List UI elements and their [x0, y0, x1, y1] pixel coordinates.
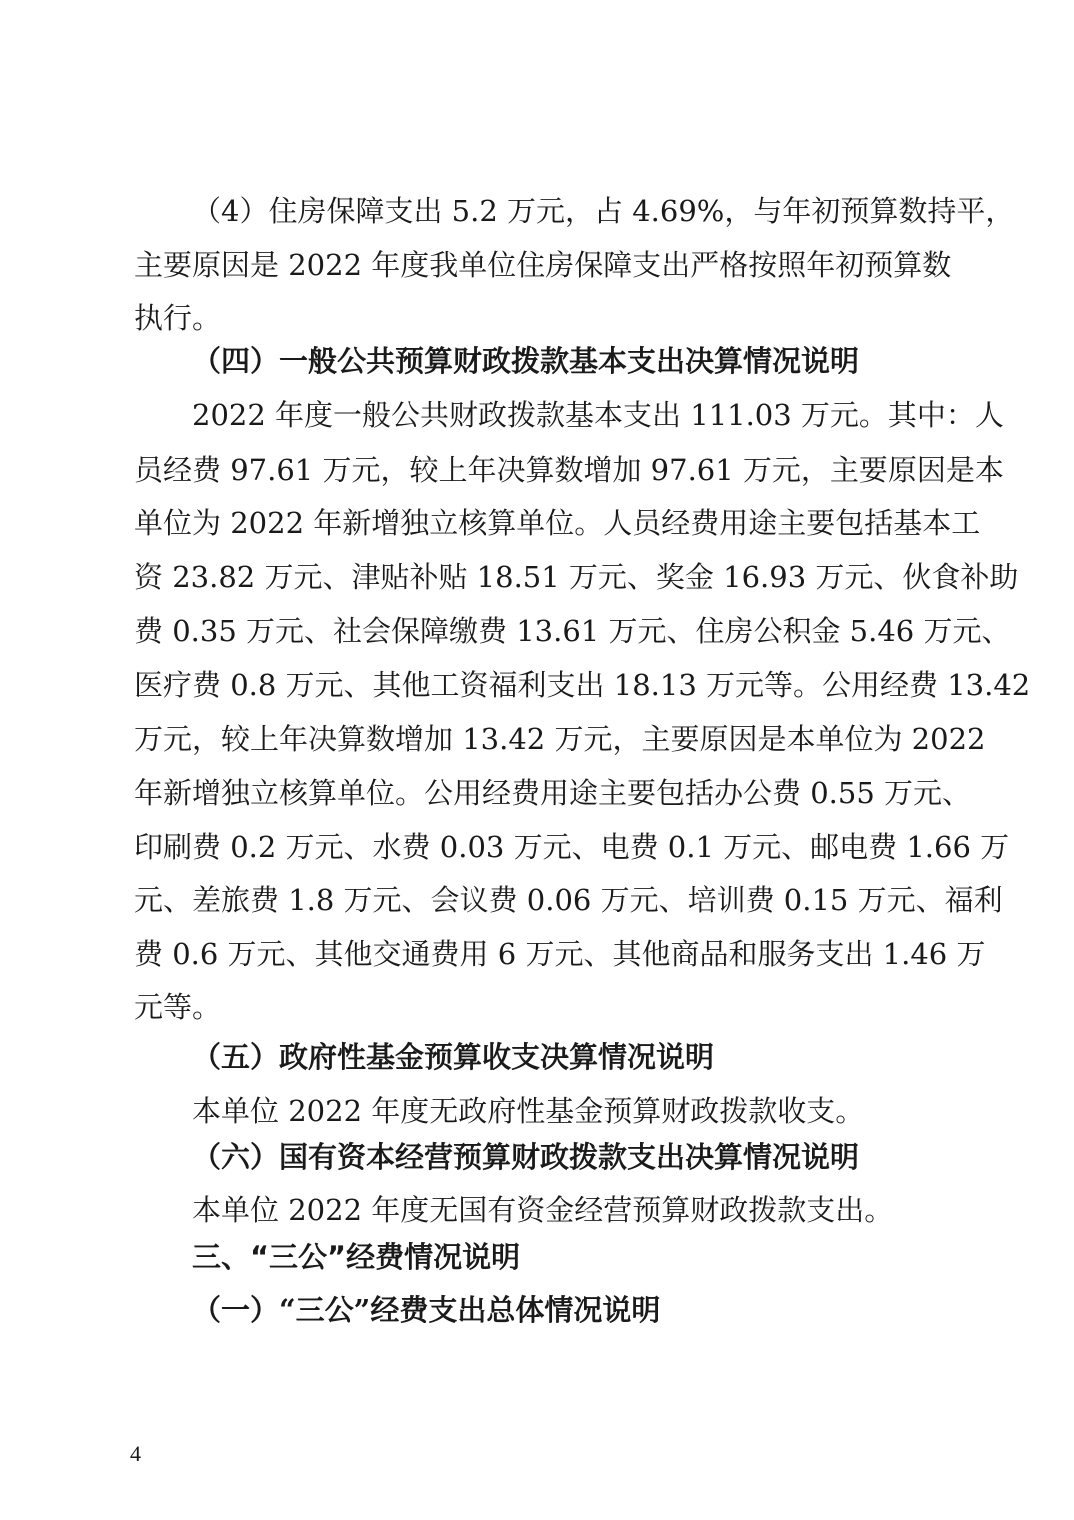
paragraph-state-capital: 本单位 2022 年度无国有资金经营预算财政拨款支出。: [192, 1193, 894, 1227]
section-three-public-expenses-title: 三、“三公”经费情况说明: [192, 1240, 521, 1274]
paragraph-basic-line-3: 单位为 2022 年新增独立核算单位。人员经费用途主要包括基本工: [134, 506, 981, 540]
paragraph-basic-line-1: 2022 年度一般公共财政拨款基本支出 111.03 万元。其中：人: [192, 398, 1004, 432]
paragraph-basic-line-11: 费 0.6 万元、其他交通费用 6 万元、其他商品和服务支出 1.46 万: [134, 937, 986, 971]
paragraph-housing-line-2: 主要原因是 2022 年度我单位住房保障支出严格按照年初预算数: [134, 248, 952, 282]
paragraph-basic-line-10: 元、差旅费 1.8 万元、会议费 0.06 万元、培训费 0.15 万元、福利: [134, 883, 1003, 917]
heading-basic-expenditure: （四）一般公共预算财政拨款基本支出决算情况说明: [192, 344, 860, 378]
paragraph-basic-line-4: 资 23.82 万元、津贴补贴 18.51 万元、奖金 16.93 万元、伙食补助: [134, 560, 1019, 594]
paragraph-government-fund: 本单位 2022 年度无政府性基金预算财政拨款收支。: [192, 1094, 865, 1128]
page-number: 4: [130, 1441, 141, 1466]
paragraph-basic-line-6: 医疗费 0.8 万元、其他工资福利支出 18.13 万元等。公用经费 13.42: [134, 668, 1031, 702]
paragraph-housing-line-3: 执行。: [134, 301, 222, 335]
paragraph-housing-line-1: （4）住房保障支出 5.2 万元，占 4.69%，与年初预算数持平，: [192, 194, 1015, 228]
paragraph-basic-line-2: 员经费 97.61 万元，较上年决算数增加 97.61 万元，主要原因是本: [134, 453, 1004, 487]
paragraph-basic-line-12: 元等。: [134, 990, 222, 1024]
heading-state-capital: （六）国有资本经营预算财政拨款支出决算情况说明: [192, 1140, 860, 1174]
heading-government-fund: （五）政府性基金预算收支决算情况说明: [192, 1040, 715, 1074]
paragraph-basic-line-8: 年新增独立核算单位。公用经费用途主要包括办公费 0.55 万元、: [134, 776, 972, 810]
heading-three-public-overall: （一）“三公”经费支出总体情况说明: [192, 1293, 661, 1327]
paragraph-basic-line-9: 印刷费 0.2 万元、水费 0.03 万元、电费 0.1 万元、邮电费 1.66 万: [134, 830, 1010, 864]
paragraph-basic-line-7: 万元，较上年决算数增加 13.42 万元，主要原因是本单位为 2022: [134, 722, 986, 756]
paragraph-basic-line-5: 费 0.35 万元、社会保障缴费 13.61 万元、住房公积金 5.46 万元、: [134, 614, 1011, 648]
